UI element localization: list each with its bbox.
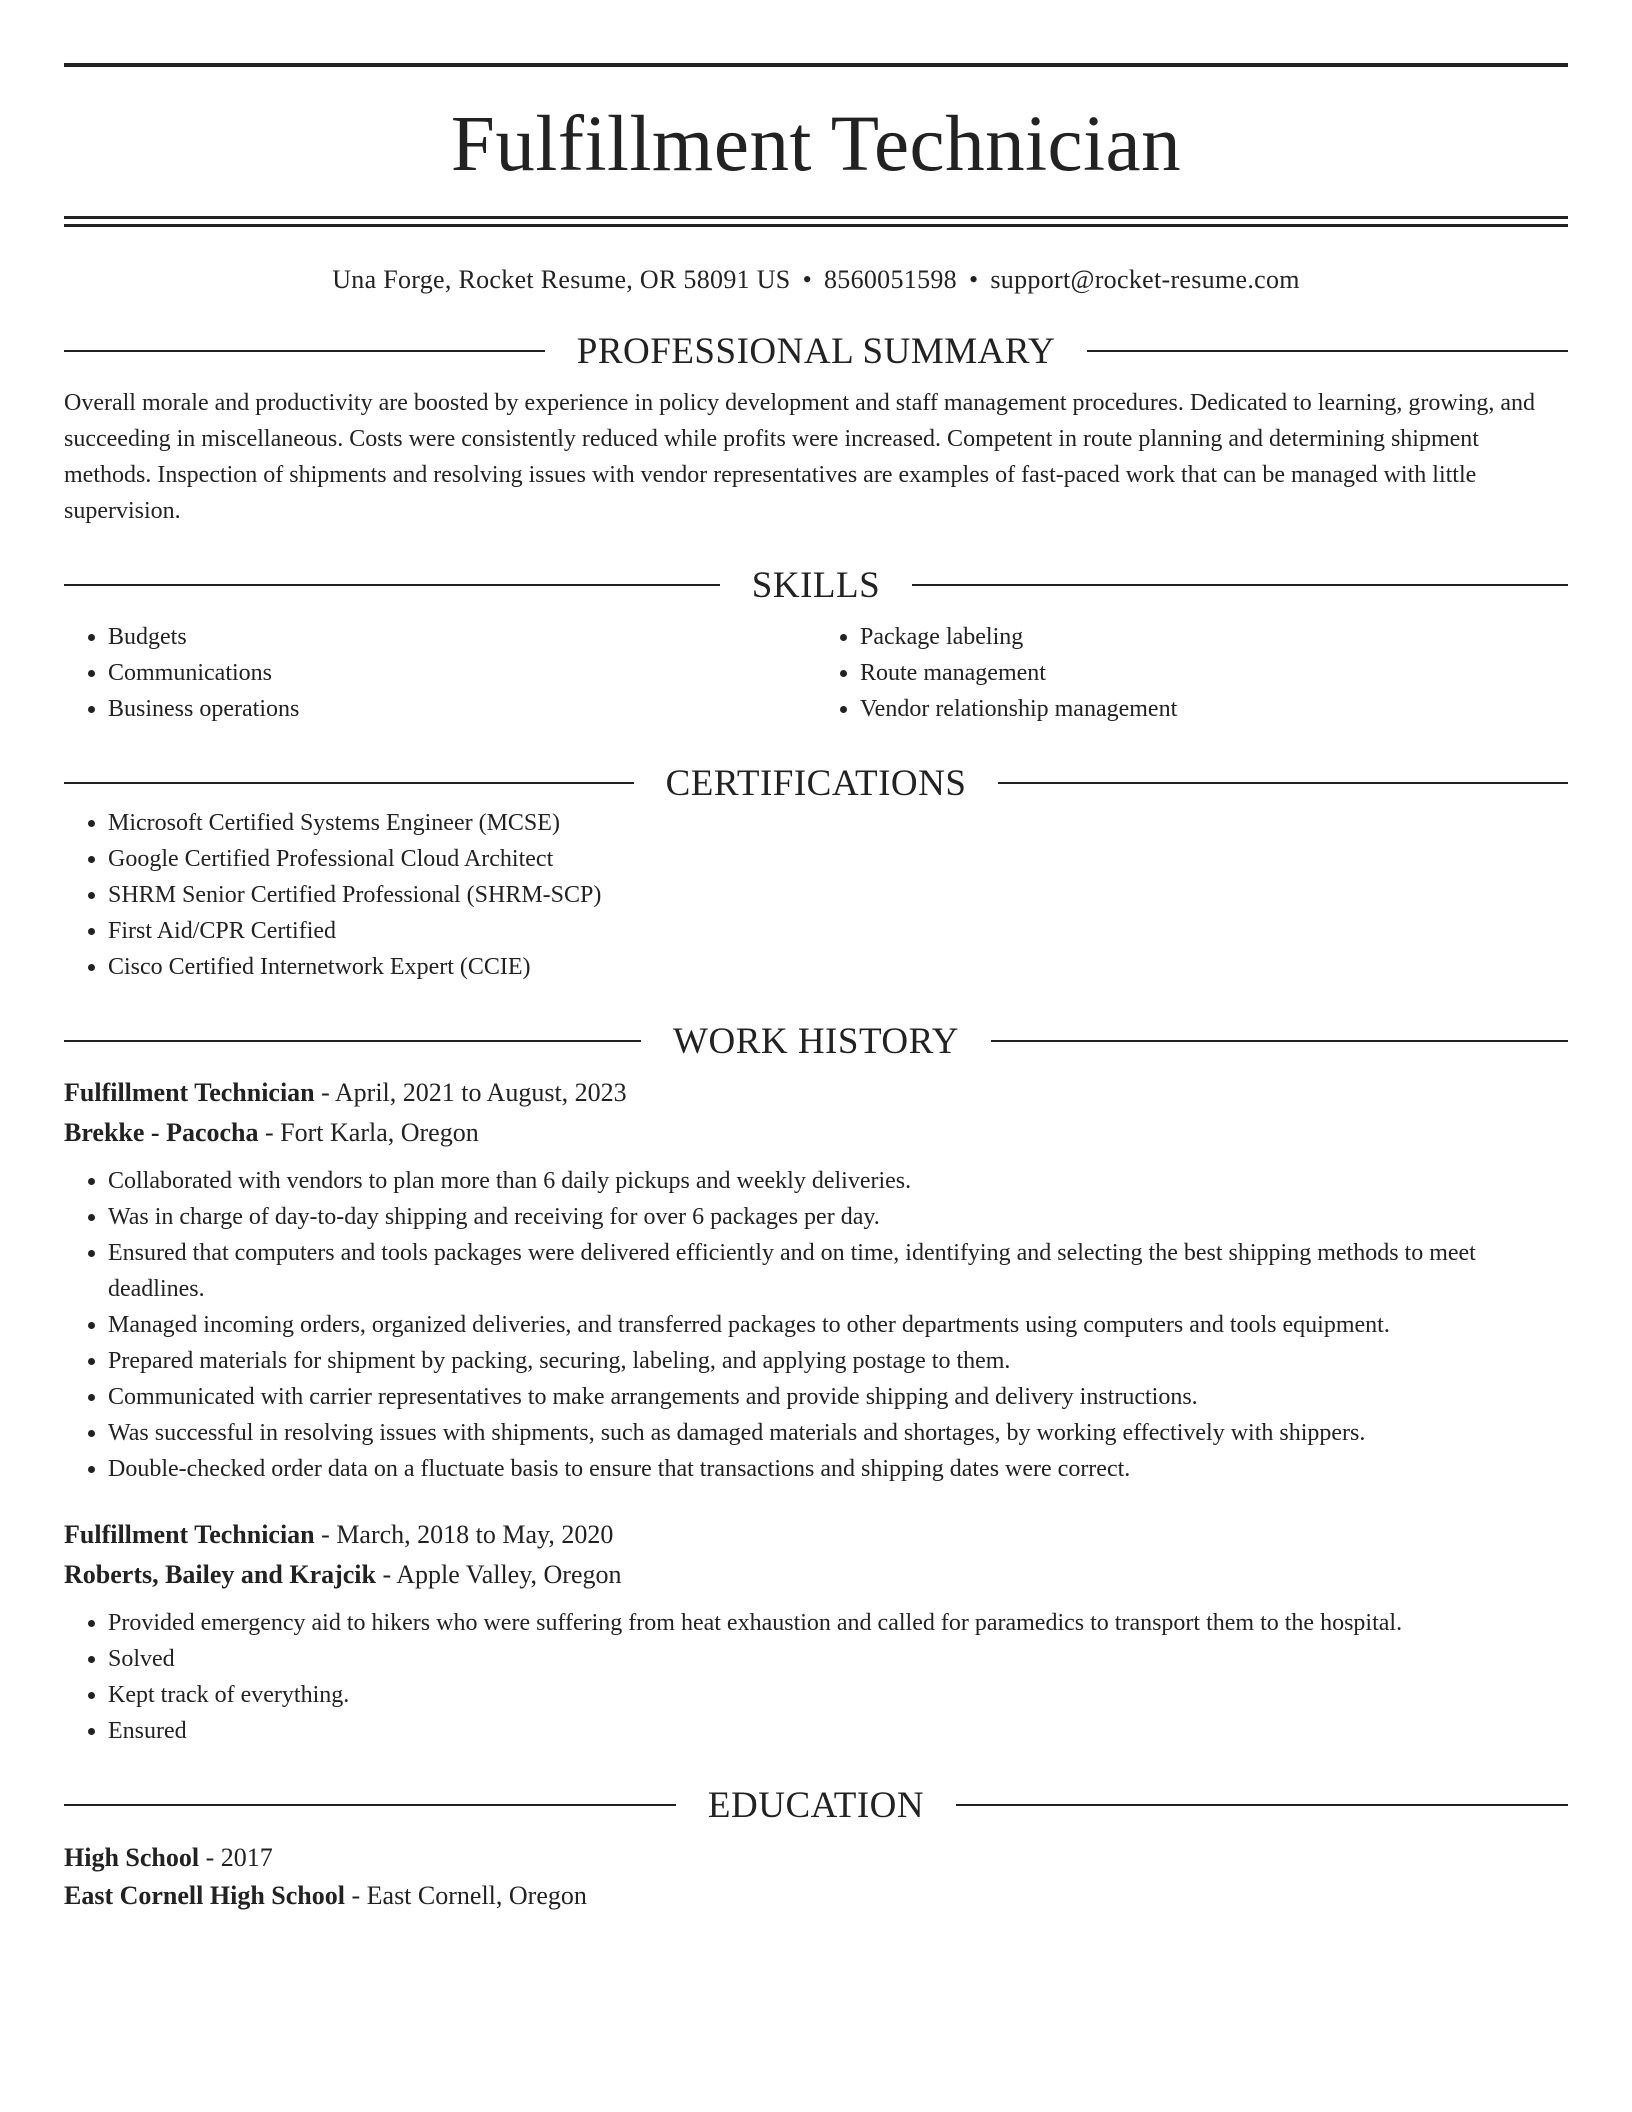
heading-rule-right (1087, 350, 1568, 352)
job-company-line (64, 1113, 1568, 1153)
education-degree-line (64, 1839, 1568, 1877)
job-company: Brekke - Pacocha (64, 1118, 259, 1147)
job-entry (64, 1073, 1568, 1487)
summary-heading-title: PROFESSIONAL SUMMARY (576, 330, 1056, 372)
contact-phone: 8560051598 (823, 265, 957, 294)
job-entry (64, 1515, 1568, 1749)
job-bullet: • Provided emergency aid to hikers who were suffering from heat exhaustion and called for paramedics to transport them to the hospital. (108, 1605, 1568, 1641)
job-bullet: • Was in charge of day-to-day shipping and receiving for over 6 packages per day. (108, 1199, 1568, 1235)
resume-name: Fulfillment Technician (450, 101, 1182, 188)
contact-address: Una Forge, Rocket Resume, OR 58091 US (332, 265, 791, 294)
job-bullet: • Kept track of everything. (108, 1677, 1568, 1713)
education-school: East Cornell High School (64, 1881, 345, 1910)
contact-separator: • (802, 265, 812, 294)
job-title-line (64, 1515, 1568, 1555)
top-rule (64, 63, 1568, 67)
heading-rule-right (912, 584, 1568, 586)
skill-item: • Business operations (108, 691, 816, 727)
certifications-heading (64, 761, 1568, 805)
heading-rule-right (991, 1040, 1568, 1042)
skills-heading (64, 563, 1568, 607)
certification-item: • First Aid/CPR Certified (108, 913, 1568, 949)
job-dates: - March, 2018 to May, 2020 (314, 1520, 614, 1549)
skills-list-right (816, 619, 1568, 727)
job-bullet: • Communicated with carrier representatives to make arrangements and provide shipping and delivery instructions. (108, 1379, 1568, 1415)
job-bullet: • Ensured (108, 1713, 1568, 1749)
education-location: - East Cornell, Oregon (344, 1881, 587, 1910)
education-year: - 2017 (199, 1843, 273, 1872)
education-school-line (64, 1877, 1568, 1915)
skill-item: • Communications (108, 655, 816, 691)
skills-list-left (64, 619, 816, 727)
job-title: Fulfillment Technician (64, 1078, 315, 1107)
skill-item: • Route management (860, 655, 1568, 691)
job-location: - Fort Karla, Oregon (258, 1118, 479, 1147)
certification-item: • SHRM Senior Certified Professional (SHRM-SCP) (108, 877, 1568, 913)
heading-rule-left (64, 1804, 676, 1806)
job-bullet: • Prepared materials for shipment by packing, securing, labeling, and applying postage to them. (108, 1343, 1568, 1379)
skill-item: • Budgets (108, 619, 816, 655)
skill-item: • Vendor relationship management (860, 691, 1568, 727)
certification-item: • Microsoft Certified Systems Engineer (MCSE) (108, 805, 1568, 841)
job-title: Fulfillment Technician (64, 1520, 315, 1549)
heading-rule-left (64, 1040, 641, 1042)
work-history-heading (64, 1019, 1568, 1063)
contact-line (64, 265, 1568, 295)
education-heading (64, 1783, 1568, 1827)
job-bullet: • Ensured that computers and tools packages were delivered efficiently and on time, identifying and selecting the best shipping methods to meet deadlines. (108, 1235, 1568, 1307)
job-bullets (64, 1163, 1568, 1487)
contact-email: support@rocket-resume.com (990, 265, 1300, 294)
job-bullets (64, 1605, 1568, 1749)
certifications-list (64, 805, 1568, 985)
certification-item: • Cisco Certified Internetwork Expert (CCIE) (108, 949, 1568, 985)
job-dates: - April, 2021 to August, 2023 (314, 1078, 627, 1107)
education-entry (64, 1839, 1568, 1915)
certifications-heading-title: CERTIFICATIONS (665, 762, 967, 804)
heading-rule-right (998, 782, 1568, 784)
education-heading-title: EDUCATION (707, 1784, 925, 1826)
header-double-rule (64, 216, 1568, 227)
skill-item: • Package labeling (860, 619, 1568, 655)
job-company: Roberts, Bailey and Krajcik (64, 1560, 376, 1589)
heading-rule-left (64, 584, 720, 586)
job-bullet: • Double-checked order data on a fluctuate basis to ensure that transactions and shipping dates were correct. (108, 1451, 1568, 1487)
certification-item: • Google Certified Professional Cloud Architect (108, 841, 1568, 877)
skills-grid (64, 619, 1568, 727)
job-company-line (64, 1555, 1568, 1595)
job-bullet: • Solved (108, 1641, 1568, 1677)
skills-heading-title: SKILLS (751, 564, 881, 606)
summary-heading (64, 329, 1568, 373)
summary-text: Overall morale and productivity are boosted by experience in policy development and staff management procedures. Dedicated to learning, growing, and succeeding in miscellaneous. Costs were consistently reduced while profits were increased. Competent in route planning and determining shipment methods. Inspection of shipments and resolving issues with vendor representatives are examples of fast-paced work that can be managed with little supervision. (64, 390, 1536, 524)
education-degree: High School (64, 1843, 200, 1872)
job-bullet: • Collaborated with vendors to plan more than 6 daily pickups and weekly deliveries. (108, 1163, 1568, 1199)
contact-separator: • (968, 265, 979, 294)
job-title-line (64, 1073, 1568, 1113)
job-location: - Apple Valley, Oregon (376, 1560, 622, 1589)
heading-rule-right (956, 1804, 1568, 1806)
work-history-heading-title: WORK HISTORY (673, 1020, 959, 1062)
heading-rule-left (64, 350, 545, 352)
job-bullet: • Managed incoming orders, organized deliveries, and transferred packages to other departments using computers and tools equipment. (108, 1307, 1568, 1343)
job-bullet: • Was successful in resolving issues with shipments, such as damaged materials and shortages, by working effectively with shippers. (108, 1415, 1568, 1451)
heading-rule-left (64, 782, 634, 784)
